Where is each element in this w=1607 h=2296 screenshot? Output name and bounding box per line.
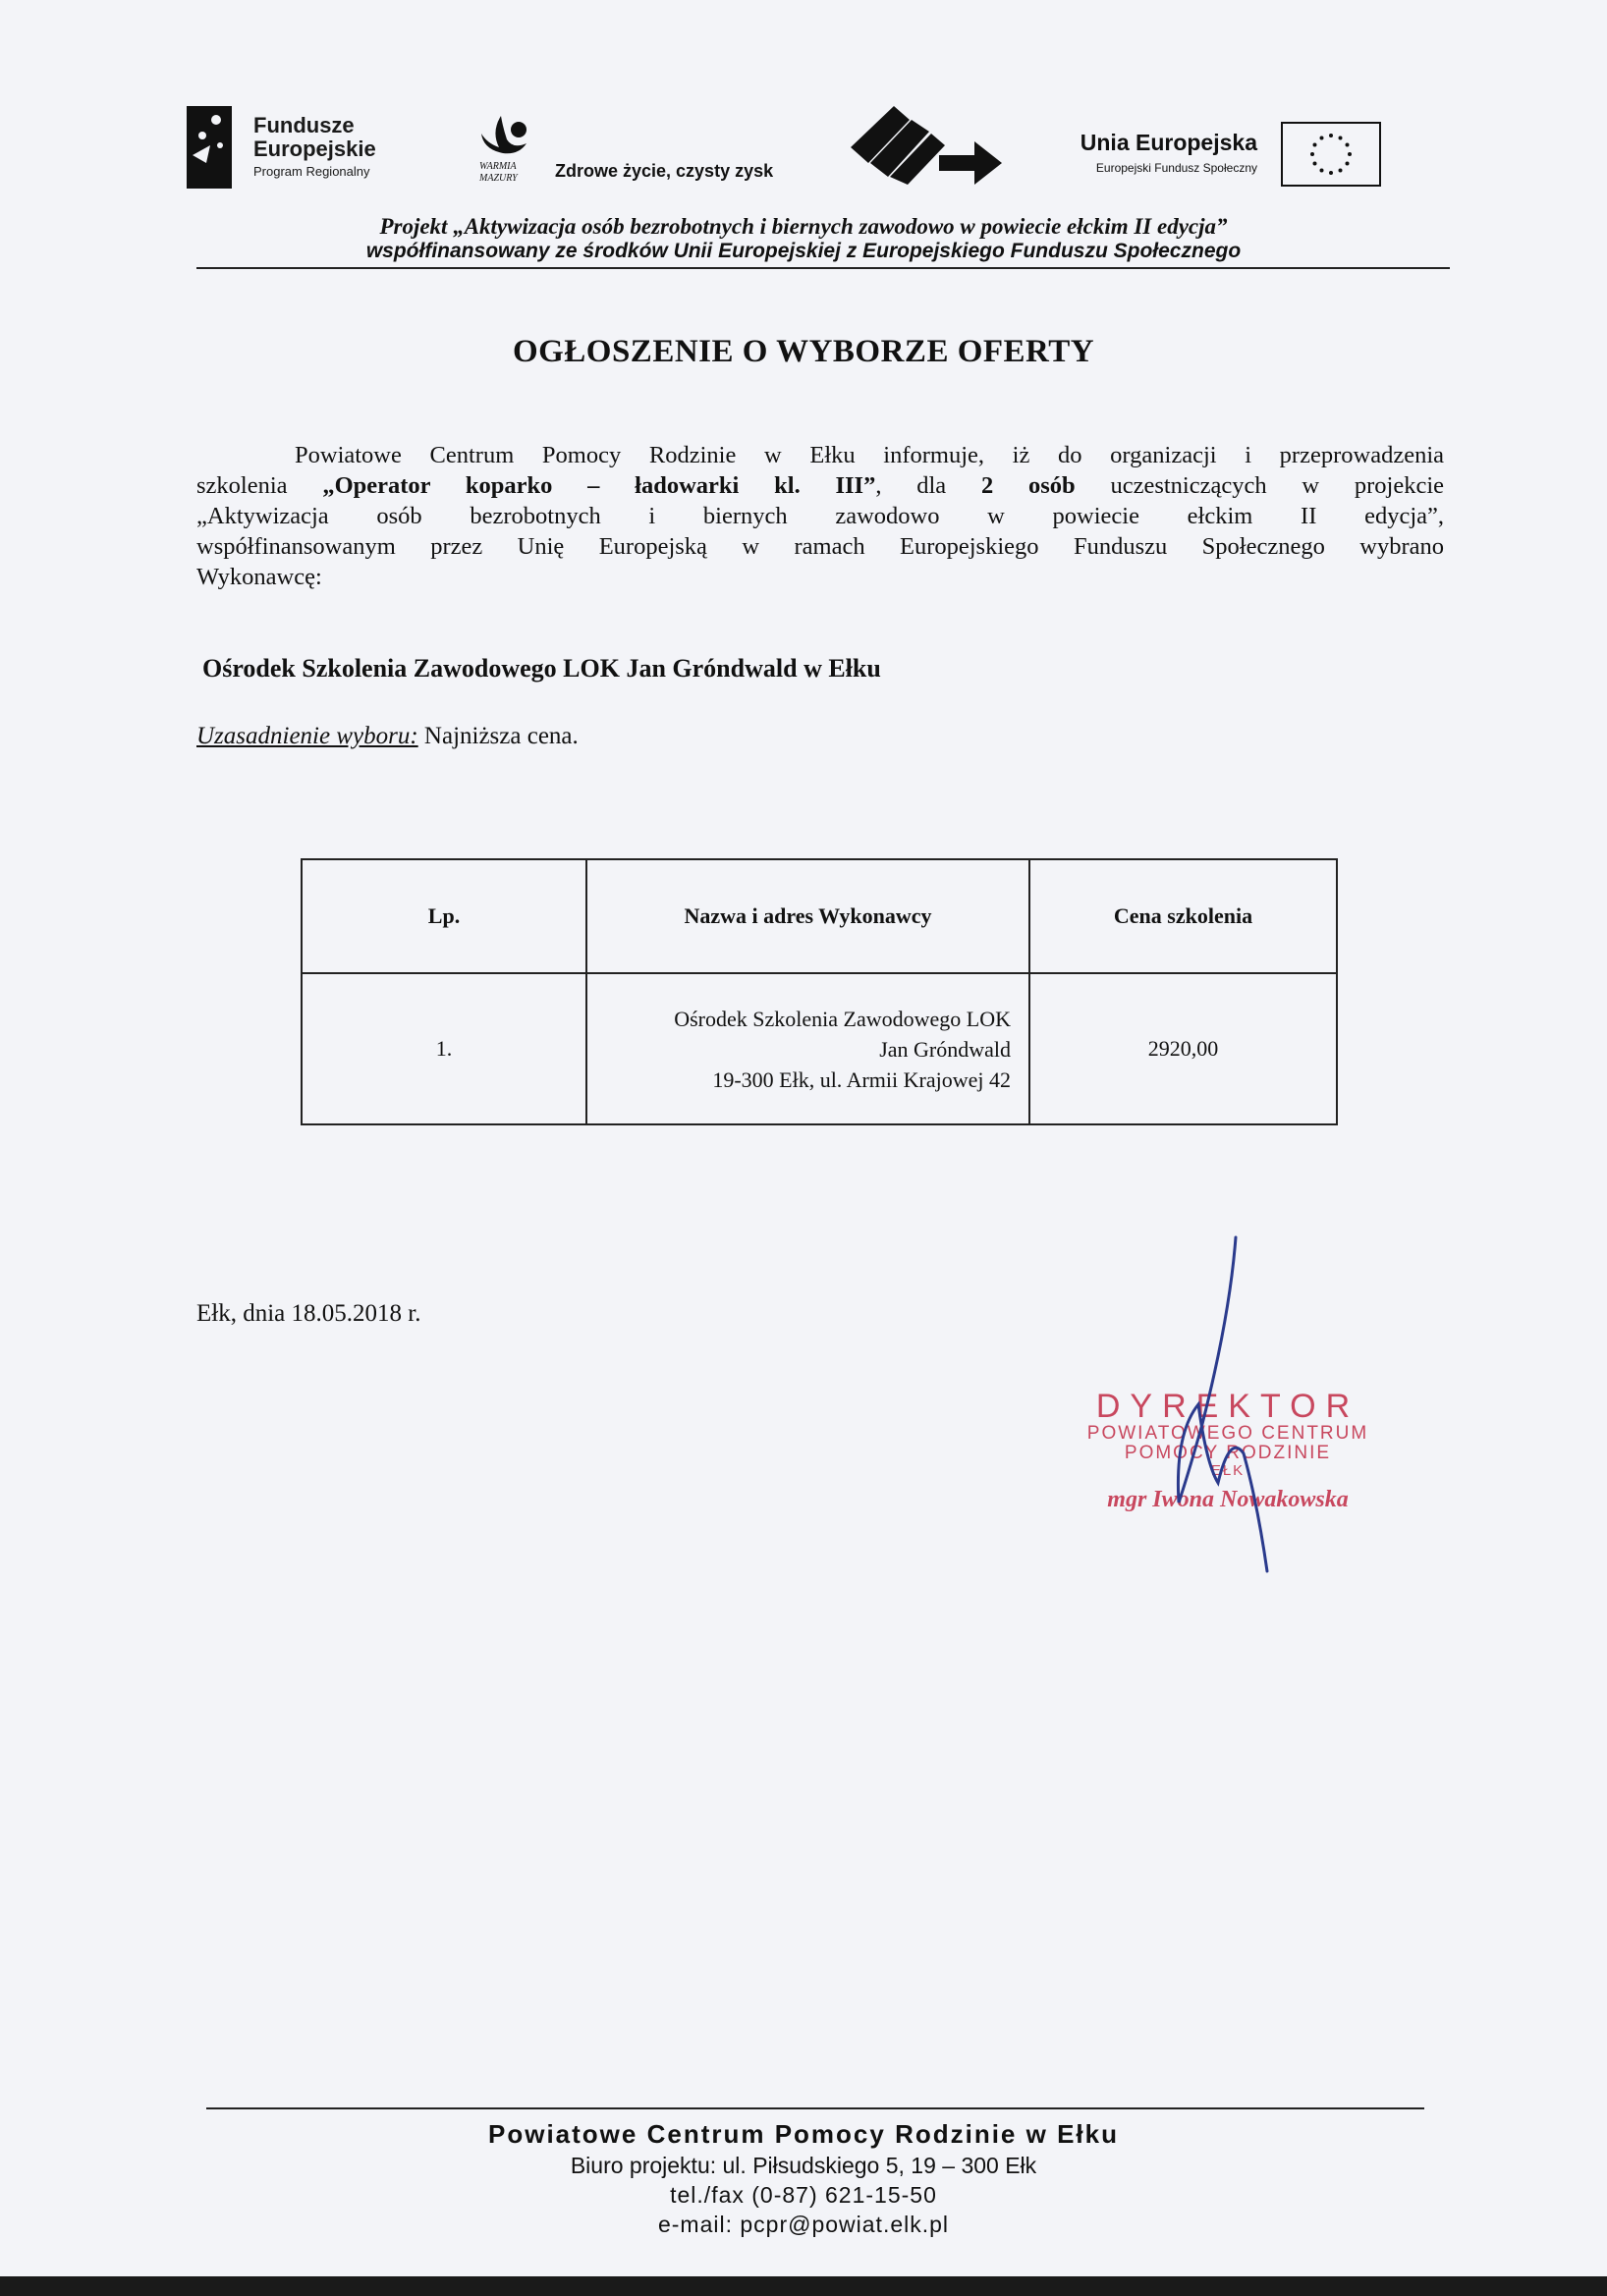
selected-contractor: Ośrodek Szkolenia Zawodowego LOK Jan Gróndwald w Ełku [202, 654, 881, 683]
column-header-price: Cena szkolenia [1029, 859, 1337, 973]
footer-organization: Powiatowe Centrum Pomocy Rodzinie w Ełku [488, 2119, 1119, 2149]
eu-star [1339, 137, 1343, 140]
eu-star [1320, 137, 1324, 140]
eu-star [1329, 134, 1333, 137]
header-divider [196, 267, 1450, 269]
handwritten-signature-icon [1120, 1228, 1316, 1606]
column-header-name: Nazwa i adres Wykonawcy [586, 859, 1029, 973]
footer-email: e-mail: pcpr@powiat.elk.pl [657, 2212, 950, 2237]
cell-price: 2920,00 [1029, 973, 1337, 1124]
cell-lp: 1. [302, 973, 586, 1124]
warmia-mazury-tagline: Zdrowe życie, czysty zysk [555, 161, 774, 181]
eu-star [1310, 152, 1314, 156]
director-stamp: DYREKTOR POWIATOWEGO CENTRUM POMOCY RODZINIE EŁK mgr Iwona Nowakowska [1086, 1388, 1369, 1512]
paragraph-line: „Aktywizacja osób bezrobotnych i biernych zawodowo w powiecie ełckim II edycja”, [196, 503, 1444, 529]
document-title: OGŁOSZENIE O WYBORZE OFERTY [512, 334, 1095, 369]
eu-flag-icon [1281, 122, 1381, 187]
project-cofinancing-line: współfinansowany ze środków Unii Europejskiej z Europejskiego Funduszu Społecznego [365, 240, 1242, 262]
paragraph-line: Wykonawcę: [196, 564, 322, 590]
eu-star [1346, 162, 1350, 166]
eu-star [1339, 169, 1343, 173]
course-name: „Operator koparko – ładowarki kl. III” [322, 472, 876, 499]
column-header-lp: Lp. [302, 859, 586, 973]
paragraph-line: współfinansowanym przez Unię Europejską w ramach Europejskiego Funduszu Społecznego wybrano [196, 533, 1444, 560]
svg-text:MAZURY: MAZURY [479, 173, 518, 184]
fundusze-europejskie-logo-icon [187, 106, 232, 189]
scan-edge [0, 2276, 1607, 2296]
eu-star [1313, 143, 1317, 147]
announcement-paragraph [196, 440, 1444, 592]
eu-star [1346, 143, 1350, 147]
svg-text:WARMIA: WARMIA [479, 161, 517, 172]
paragraph-line: szkolenia „Operator koparko – ładowarki kl. III”, dla 2 osób uczestniczących w projekcie [196, 472, 1444, 499]
footer-divider [206, 2107, 1424, 2109]
eu-star [1313, 162, 1317, 166]
offers-table [301, 858, 1338, 1125]
fundusze-europejskie-title: Fundusze Europejskie [253, 113, 376, 161]
footer-office-address: Biuro projektu: ul. Piłsudskiego 5, 19 – 300 Ełk [570, 2153, 1037, 2178]
eu-star [1348, 152, 1352, 156]
footer-phone: tel./fax (0-87) 621-15-50 [670, 2182, 937, 2208]
warmia-mazury-logo-icon [473, 110, 552, 190]
table-header-row [302, 859, 1337, 973]
eu-star [1329, 171, 1333, 175]
program-regionalny-label: Program Regionalny [253, 164, 370, 179]
arrow-books-logo-icon [847, 102, 1004, 191]
participants-count: 2 osób [980, 472, 1076, 499]
justification-value: Najniższa cena. [423, 723, 579, 749]
efs-subtitle: Europejski Fundusz Społeczny [1095, 161, 1257, 175]
justification-label: Uzasadnienie wyboru: [196, 723, 418, 749]
date-line: Ełk, dnia 18.05.2018 r. [196, 1300, 421, 1327]
justification [196, 723, 579, 750]
paragraph-line: Powiatowe Centrum Pomocy Rodzinie w Ełku informuje, iż do organizacji i przeprowadzenia [295, 442, 1444, 468]
table-row [302, 973, 1337, 1124]
eu-star [1320, 169, 1324, 173]
unia-europejska-title: Unia Europejska [1080, 130, 1257, 155]
project-title-line: Projekt „Aktywizacja osób bezrobotnych i biernych zawodowo w powiecie ełckim II edycja” [379, 214, 1228, 239]
cell-contractor-name: Ośrodek Szkolenia Zawodowego LOK Jan Gróndwald 19-300 Ełk, ul. Armii Krajowej 42 [586, 973, 1029, 1124]
